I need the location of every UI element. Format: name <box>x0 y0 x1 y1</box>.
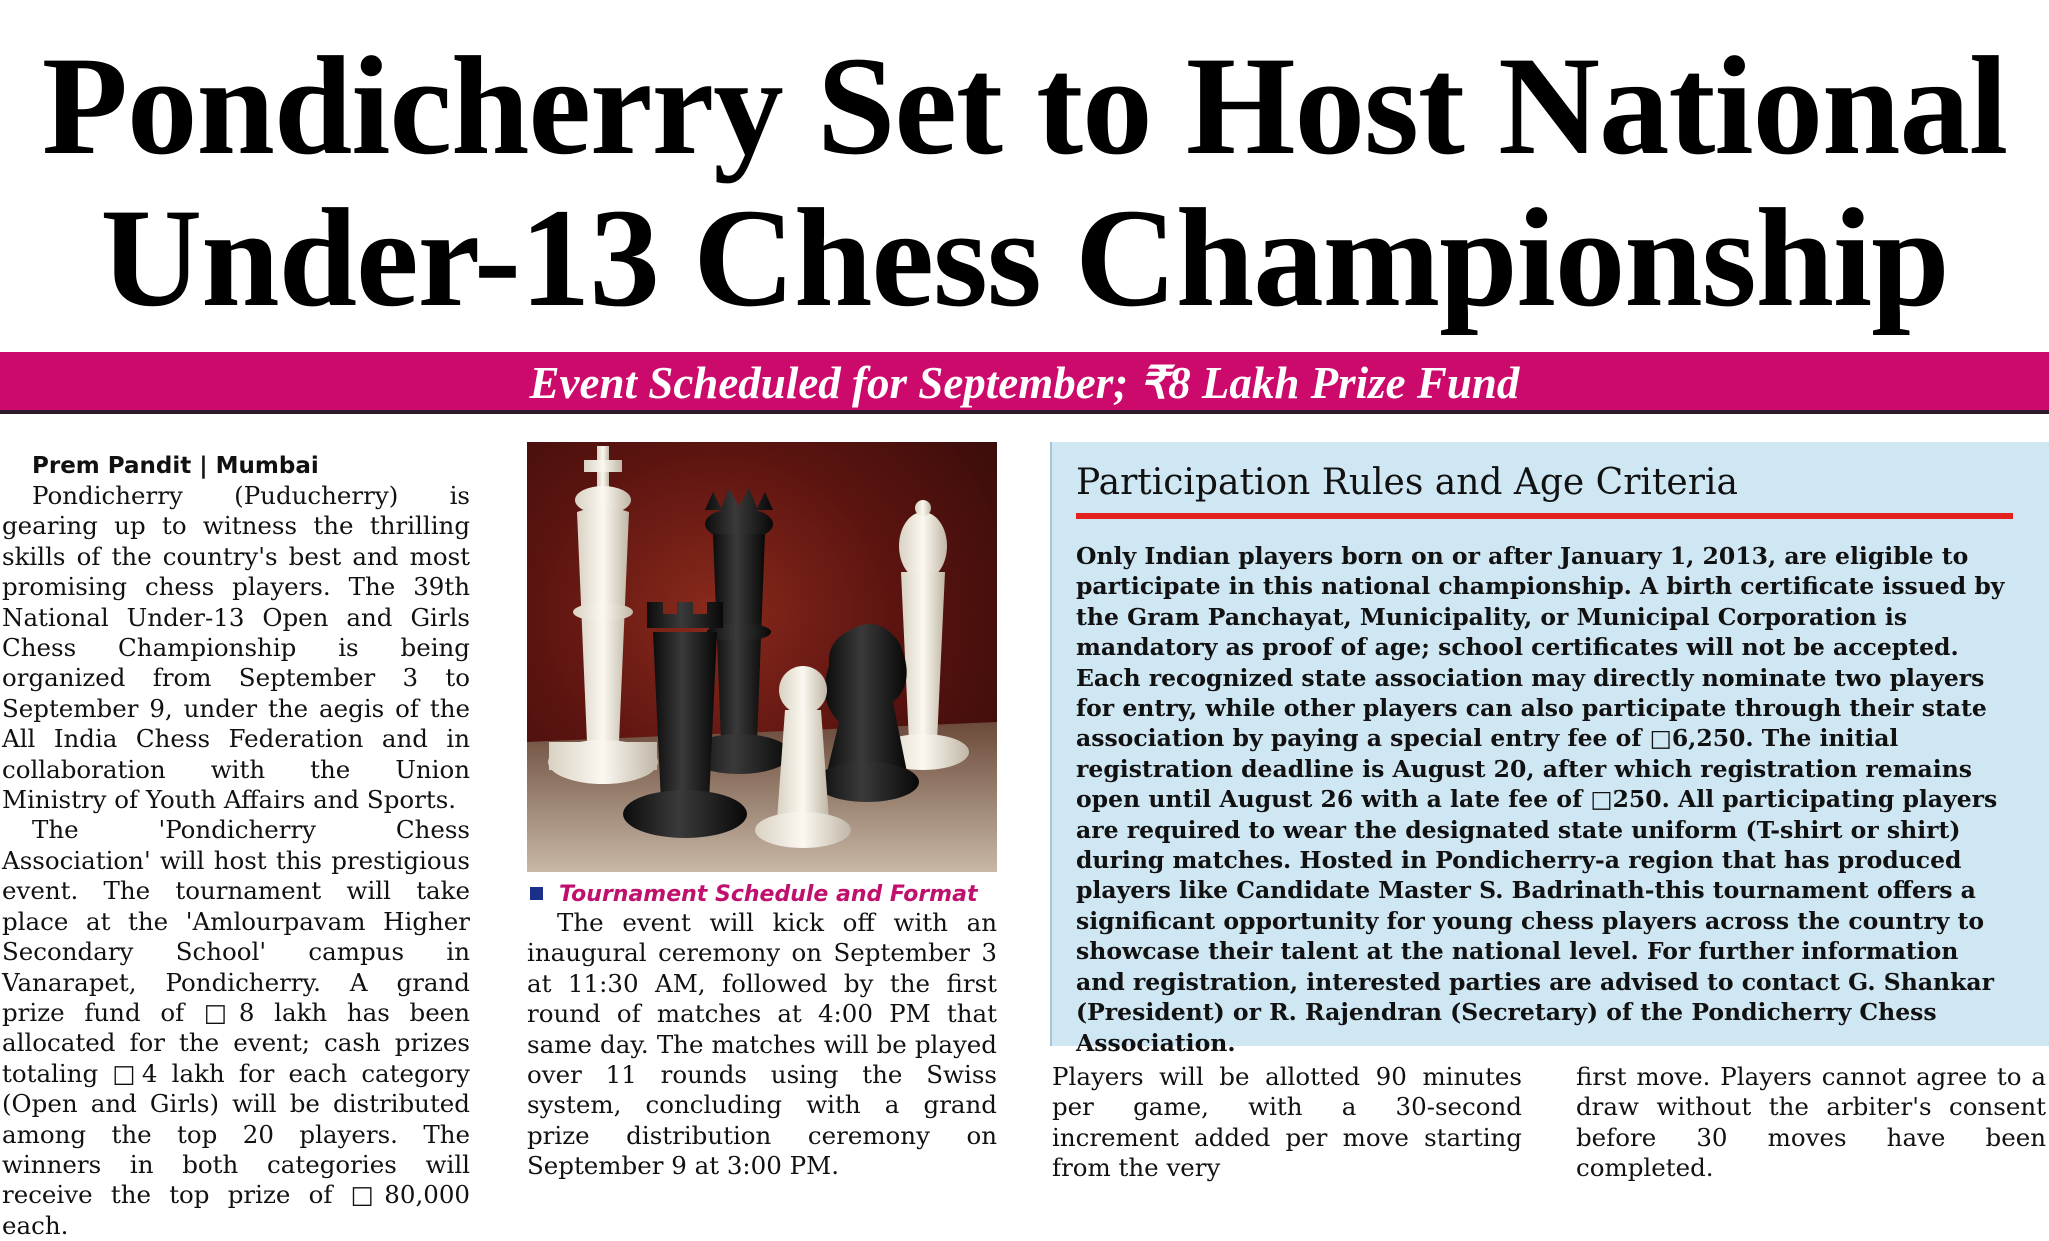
photo-caption <box>530 880 1000 910</box>
article-column-2 <box>527 908 997 1182</box>
participation-rules-box <box>1050 442 2049 1057</box>
square-bullet-icon <box>530 887 543 900</box>
sidebar-title: Participation Rules and Age Criteria <box>1076 462 1738 503</box>
article-column-1 <box>2 451 470 1241</box>
chess-pieces-photo <box>527 442 997 872</box>
article-paragraph: first move. Players cannot agree to a draw without the arbiter's consent before 30 moves have been completed. <box>1576 1062 2046 1183</box>
sidebar-body: Only Indian players born on or after January 1, 2013, are eligible to participate in this national championship. A birth certificate issued by the Gram Panchayat, Municipality, or Municipal Corporation is mandatory as proof of age; school certificates will not be accepted. Each recognized state association may directly nominate two players for entry, while other players can also participate through their state association by paying a special entry fee of □6,250. The initial registration deadline is August 20, after which registration remains open until August 26 with a late fee of □250. All participating players are required to wear the designated state uniform (T-shirt or shirt) during matches. Hosted in Pondicherry-a region that has produced players like Candidate Master S. Badrinath-this tournament offers a significant opportunity for young chess players across the country to showcase their talent at the national level. For further information and registration, interested parties are advised to contact G. Shankar (President) or R. Rajendran (Secretary) of the Pondicherry Chess Association. <box>1076 542 2005 1057</box>
article-paragraph: Players will be allotted 90 minutes per game, with a 30-second increment added per move starting from the very <box>1052 1062 1522 1183</box>
black-knight-piece <box>815 624 919 802</box>
headline-line-1: Pondicherry Set to Host National <box>41 28 2008 184</box>
headline-line-2: Under-13 Chess Championship <box>100 180 1949 336</box>
article-paragraph: The event will kick off with an inaugural ceremony on September 3 at 11:30 AM, followed by the first round of matches at 4:00 PM that same day. The matches will be played over 11 rounds using the Swiss system, concluding with a grand prize distribution ceremony on September 9 at 3:00 PM. <box>527 908 997 1181</box>
chess-pieces-illustration <box>527 442 997 872</box>
sidebar-title-rule <box>1076 513 2013 519</box>
photo-caption-text: Tournament Schedule and Format <box>559 882 978 907</box>
white-king-piece <box>548 446 658 784</box>
article-paragraph: The 'Pondicherry Chess Association' will host this prestigious event. The tournament will take place at the 'Amlourpavam Higher Secondary School' campus in Vanarapet, Pondicherry. A grand prize fund of □8 lakh has been allocated for the event; cash prizes totaling □4 lakh for each category (Open and Girls) will be distributed among the top 20 players. The winners in both categories will receive the top prize of □80,000 each. <box>2 815 470 1240</box>
byline: Prem Pandit | Mumbai <box>32 453 319 479</box>
article-column-4 <box>1576 1062 2046 1184</box>
subheadline-banner: Event Scheduled for September; ₹8 Lakh Prize Fund <box>0 352 2049 414</box>
article-paragraph: Pondicherry (Puducherry) is gearing up to witness the thrilling skills of the country's best and most promising chess players. The 39th National Under-13 Open and Girls Chess Championship is being organized from September 3 to September 9, under the aegis of the All India Chess Federation and in collaboration with the Union Ministry of Youth Affairs and Sports. <box>2 481 470 815</box>
headline <box>0 30 2049 334</box>
article-column-3 <box>1052 1062 1522 1184</box>
